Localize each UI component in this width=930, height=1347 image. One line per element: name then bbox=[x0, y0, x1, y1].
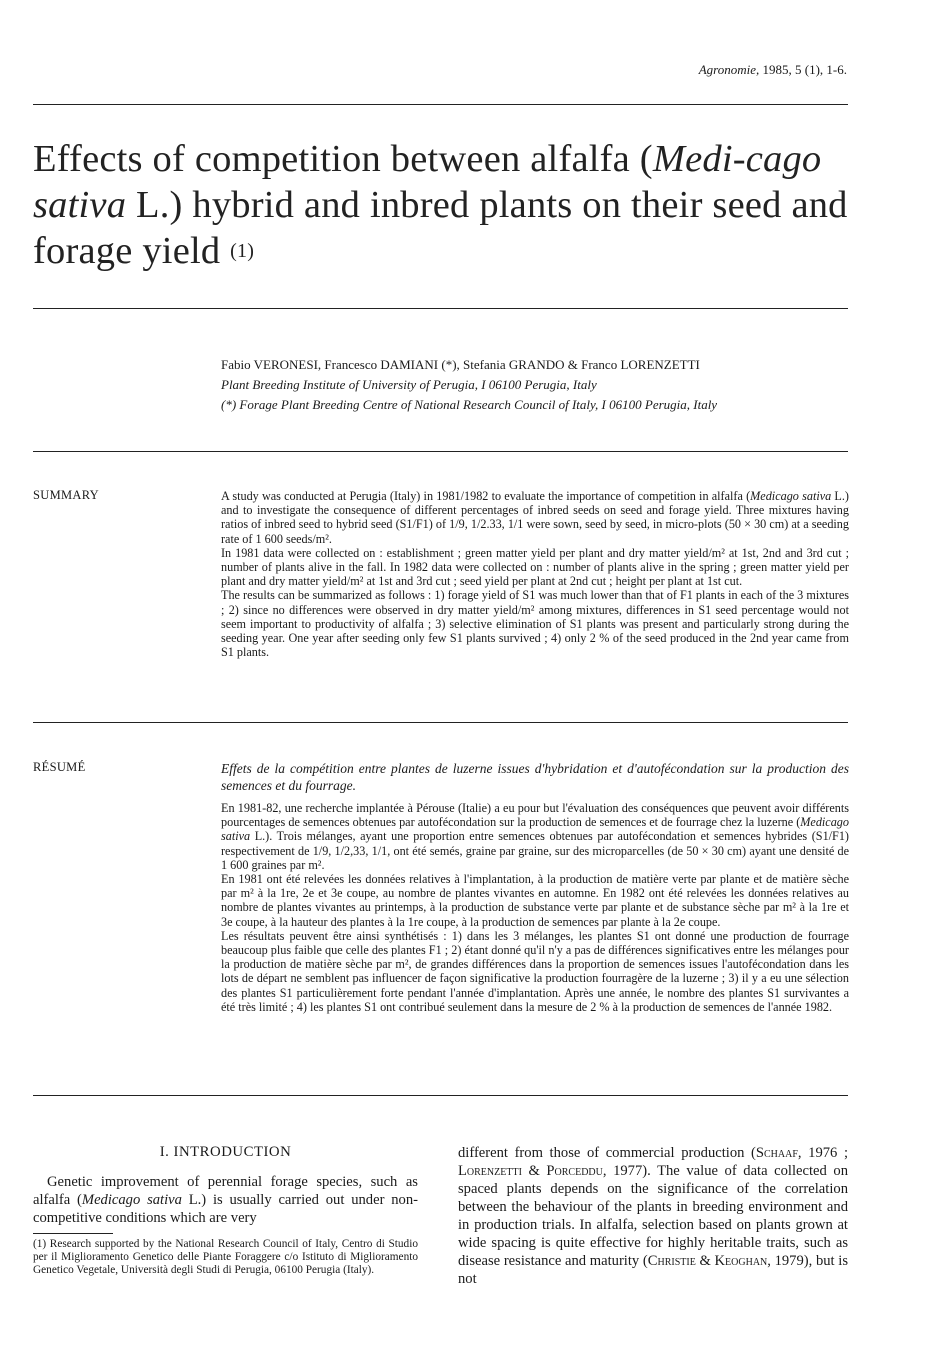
resume-paragraph: Les résultats peuvent être ainsi synthétisés : 1) dans les 3 mélanges, les plantes S1 ont donné une production de fourrage beaucoup plus faible que celle des plantes F1 ; 2) étant donné qu'il n'y a pas de différences significatives entre les mélanges pour la production de matière sèche par m², de grandes différences dans la proportion de semences issues l'autofécondation dans les lots de départ ne semblent pas influencer de façon significative la production fourragère de la luzerne ; 3) il y a eu une sélection des plantes S1 particulièrement forte pendant l'année d'implantation. Après une année, le nombre des plantes S1 survivantes a été très limité ; 4) les plantes S1 ont contribué seulement dans la mesure de 2 % à la production de semences de l'année 1982. bbox=[221, 928, 849, 1014]
journal-name: Agronomie, bbox=[698, 62, 760, 77]
citation: Lorenzetti & Porceddu bbox=[458, 1163, 603, 1179]
citation: Schaaf bbox=[755, 1145, 798, 1161]
title-species: Medi-cago sativa bbox=[33, 138, 822, 226]
author-block bbox=[221, 355, 861, 415]
resume-paragraph: En 1981-82, une recherche implantée à Pérouse (Italie) a eu pour but l'évaluation des conséquences que peuvent avoir différents pourcentages de semences obtenues par autofécondation sur la production de semences et de fourrage chez la luzerne (Medicago sativa L.). Trois mélanges, ayant une proportion entre semences obtenues par autofécondation et semences hybrides (S1/F1) respectivement de 1/9, 1/2,33, 1/1, ont été semés, graine par graine, sur des microparcelles (de 50 × 30 cm) ayant une densité de 1 600 graines par m². bbox=[221, 801, 849, 872]
resume-rule bbox=[33, 1095, 848, 1096]
affiliation-1: Plant Breeding Institute of University of Perugia, I 06100 Perugia, Italy bbox=[221, 377, 597, 392]
footnote-rule bbox=[33, 1233, 113, 1234]
summary-heading: SUMMARY bbox=[33, 488, 100, 502]
section-heading-introduction: I. INTRODUCTION bbox=[159, 1144, 292, 1160]
resume-title: Effets de la compétition entre plantes de luzerne issues d'hybridation et d'autofécondation sur la production des semences et du fourrage. bbox=[221, 761, 849, 793]
header-rule bbox=[33, 104, 848, 105]
summary-rule bbox=[33, 722, 848, 723]
footnote: (1) Research supported by the National Research Council of Italy, Centro di Studio per il Miglioramento Genetico delle Piante Foraggere c/o Istituto di Miglioramento Genetico Vegetale, Università degli Studi di Perugia, 06100 Perugia (Italy). bbox=[33, 1238, 418, 1276]
summary-paragraph: The results can be summarized as follows : 1) forage yield of S1 was much lower than that of F1 plants in each of the 3 mixtures ; 2) since no differences were observed in dry matter yield/m² among mixtures, differences in S1 seed percentage would not seem important to productivity of alfalfa ; 3) selective elimination of S1 plants was present and particularly strong during the seeding year. One year after seeding only few S1 plants survived ; 4) only 2 % of the seed produced in the 2nd year came from S1 plants. bbox=[221, 588, 849, 660]
journal-volume: 1985, 5 (1), 1-6. bbox=[762, 62, 847, 77]
resume-heading: RÉSUMÉ bbox=[33, 760, 86, 774]
citation: Christie & Keoghan bbox=[647, 1253, 768, 1269]
author-names: Fabio VERONESI, Francesco DAMIANI (*), Stefania GRANDO & Franco LORENZETTI bbox=[221, 357, 700, 372]
summary-paragraph: In 1981 data were collected on : establishment ; green matter yield per plant and dry matter yield/m² at 1st, 2nd and 3rd cut ; number of plants alive in the fall. In 1982 data were collected on : number of plants alive in the spring ; green matter yield per plant and dry matter yield/m² at 1st and 3rd cut ; seed yield per plant at 2nd cut ; height per plant at 1st cut. bbox=[221, 545, 849, 589]
title-rule bbox=[33, 308, 848, 309]
title-footnote-ref: (1) bbox=[230, 240, 255, 262]
summary-text bbox=[221, 489, 849, 659]
authors-rule bbox=[33, 451, 848, 452]
intro-column-1 bbox=[33, 1143, 418, 1277]
intro-column-2 bbox=[458, 1144, 848, 1288]
resume-text bbox=[221, 760, 849, 1014]
intro-paragraph: Genetic improvement of perennial forage species, such as alfalfa (Medicago sativa L.) is usually carried out under non-competitive conditions which are very bbox=[33, 1174, 418, 1226]
affiliation-2: (*) Forage Plant Breeding Centre of National Research Council of Italy, I 06100 Perugia, Italy bbox=[221, 397, 718, 412]
resume-paragraph: En 1981 ont été relevées les données relatives à l'implantation, à la production de matière verte par plante et de matière sèche par m² à la 1re, 2e et 3e coupe, au nombre de plantes vivantes en automne. En 1982 ont été relevées les données relatives au nombre de plantes vivantes au printemps, à la production de substance verte par plante et de substance sèche par m² à la 1re et 3e coupe, à la hauteur des plantes à la 1re coupe, à la production de semences par plante à la 2e coupe. bbox=[221, 872, 849, 929]
summary-paragraph: A study was conducted at Perugia (Italy) in 1981/1982 to evaluate the importance of competition in alfalfa (Medicago sativa L.) and to investigate the consequence of different percentages of inbred seeds on seed and forage yield. Three mixtures having ratios of inbred seed to hybrid seed (S1/F1) of 1/9, 1/2.33, 1/1 were sown, seed by seed, in micro-plots (50 × 30 cm) at a seeding rate of 1 600 seeds/m². bbox=[221, 489, 849, 546]
article-title: Effects of competition between alfalfa (Medi-cago sativa L.) hybrid and inbred plants on their seed and forage yield (1) bbox=[33, 138, 848, 272]
intro-paragraph-continued: different from those of commercial production (Schaaf, 1976 ; Lorenzetti & Porceddu, 1977). The value of data collected on spaced plants depends on the significance of the correlation between the behaviour of the plants in breeding environment and in production trials. In alfalfa, selection based on plants grown at wide spacing is quite effective for highly heritable traits, such as disease resistance and maturity (Christie & Keoghan, 1979), but is not bbox=[458, 1145, 849, 1287]
journal-citation bbox=[699, 62, 847, 78]
